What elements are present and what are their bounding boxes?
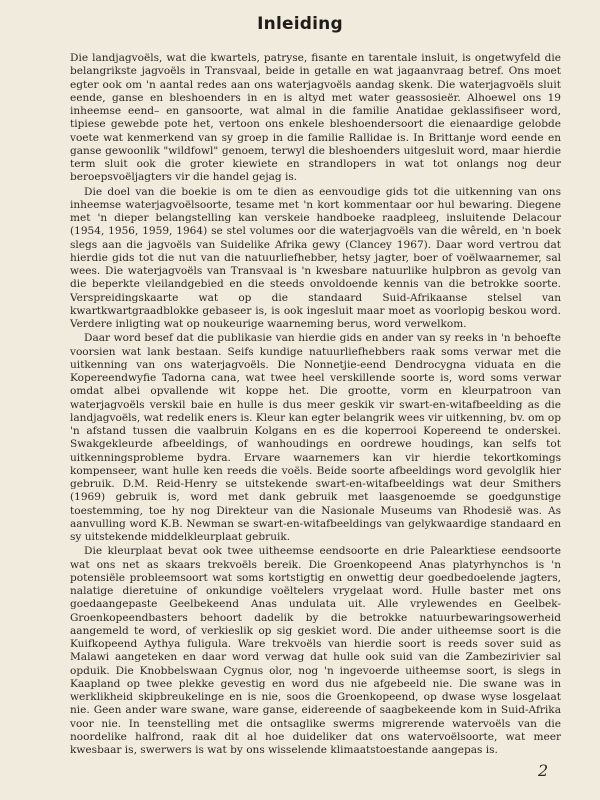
page-number: 2 [538, 761, 549, 780]
paragraph-4: Die kleurplaat bevat ook twee uitheemse eendsoorte en drie Palearktiese eendsoorte wat ons net as skaars trekvoëls bereik. Die Groenkopeend Anas platyrhynchos is 'n potensiële probleemsoort wat soms kortstigtig en onwettig deur goedbedoelende jagters, nalatige dieretuine of onkundige voëltelers vrygelaat word. Hulle baster met ons goedaangepaste Geelbekeend Anas undulata uit. Alle vrylewendes en Geelbek-Groenkopeendbasters behoort dadelik by die betrokke natuurbewaringsowerheid aangemeld te word, of verkieslik op sig geskiet word. Die ander uitheemse soort is die Kuifkopeend Aythya fuligula. Ware trekvoëls van hierdie soort is reeds sover suid as Malawi aangeteken en daar word verwag dat hulle ook suid van die Zambezirivier sal opduik. Die Knobbelswaan Cygnus olor, nog 'n ingevoerde uitheemse soort, is slegs in Kaapland op twee plekke gevestig en word dus nie afgebeeld nie. Die swane was in werklikheid skipbreukelinge en is nie, soos die Groenkopeend, op dwase wyse losgelaat nie. Geen ander ware swane, ware ganse, eidereende of saagbekeende kom in Suid-Afrika voor nie. In teenstelling met die ontsaglike swerms migrerende watervoëls van die noordelike halfrond, raak dit al hoe duideliker dat ons watervoëlsoorte, wat meer kwesbaar is, swerwers is wat by ons wisselende klimaatstoestande aangepas is. [70, 545, 561, 756]
paragraph-2: Die doel van die boekie is om te dien as eenvoudige gids tot die uitkenning van ons inheemse waterjagvoëlsoorte, tesame met 'n kort kommentaar oor hul bewaring. Diegene met 'n dieper belangstelling kan verskeie handboeke raadpleeg, insluitende Delacour (1954, 1956, 1959, 1964) se stel volumes oor die waterjagvoëls van die wêreld, en 'n boek slegs aan die jagvoëls van Suidelike Afrika gewy (Clancey 1967). Daar word vertrou dat hierdie gids tot die nut van die natuurliefhebber, hetsy jagter, boer of voëlwaarnemer, sal wees. Die waterjagvoëls van Transvaal is 'n kwesbare natuurlike hulpbron as gevolg van die beperkte vleilandgebied en die steeds onvoldoende kennis van die betrokke soorte. Verspreidingskaarte wat op die standaard Suid-Afrikaanse stelsel van kwartkwartgraadblokke gebaseer is, is ook ingesluit maar moet as voorlopig beskou word. Verdere inligting wat op noukeurige waarneming berus, word verwelkom. [70, 185, 561, 330]
paragraph-3: Daar word besef dat die publikasie van hierdie gids en ander van sy reeks in 'n behoefte voorsien wat lank bestaan. Seifs kundige natuurliefhebbers raak soms verwar met die uitkenning van ons waterjagvoëls. Die Nonnetjie-eend Dendrocygna viduata en die Kopereendwyfie Tadorna cana, wat twee heel verskillende soorte is, word soms verwar omdat albei opvallende wit koppe het. Die grootte, vorm en kleurpatroon van waterjagvoëls verskil baie en hulle is dus meer geskik vir swart-en-witafbeelding as die landjagvoëls, wat redelik eners is. Kleur kan egter belangrik wees vir uitkenning, bv. om op 'n afstand tussen die vaalbruin Kolgans en es die koperrooi Kopereend te onderskei. Swakgekleurde afbeeldings, of wanhoudings en oordrewe houdings, kan selfs tot uitkenningsprobleme bydra. Ervare waarnemers kan vir hierdie tekortkomings kompenseer, want hulle ken reeds die voëls. Beide soorte afbeeldings word gevolglik hier gebruik. D.M. Reid-Henry se uitstekende swart-en-witafbeeldings wat deur Smithers (1969) gebruik is, word met dank gebruik met laasgenoemde se goedgunstige toestemming, toe hy nog Direkteur van die Nasionale Museums van Rhodesië was. As aanvulling word K.B. Newman se swart-en-witafbeeldings van gelykwaardige standaard en sy uitstekende middelkleurplaat gebruik. [70, 332, 561, 543]
body-text [70, 52, 561, 757]
page-heading: Inleiding [257, 14, 343, 34]
paragraph-1: Die landjagvoëls, wat die kwartels, patryse, fisante en tarentale insluit, is ongetwyfeld die belangrikste jagvoëls in Transvaal, beide in getalle en wat jagaanvraag betref. Ons moet egter ook om 'n aantal redes aan ons waterjagvoëls aandag skenk. Die waterjagvoëls sluit eende, ganse en bleshoenders in en is altyd met water geassosieër. Alhoewel ons 19 inheemse eend– en gansoorte, wat almal in die familie Anatidae geklassifiseer word, tipiese gewebde pote het, vertoon ons enkele bleshoendersoort die eienaardige gelobde voete wat kenmerkend van sy groep in die familie Rallidae is. In Brittanje word eende en ganse gewoonlik "wildfowl" genoem, terwyl die bleshoenders uitgesluit word, maar hierdie term sluit ook die groter kiewiete en strandlopers in wat tot onlangs nog deur beroepsvoëljagters vir die handel gejag is. [70, 52, 561, 184]
